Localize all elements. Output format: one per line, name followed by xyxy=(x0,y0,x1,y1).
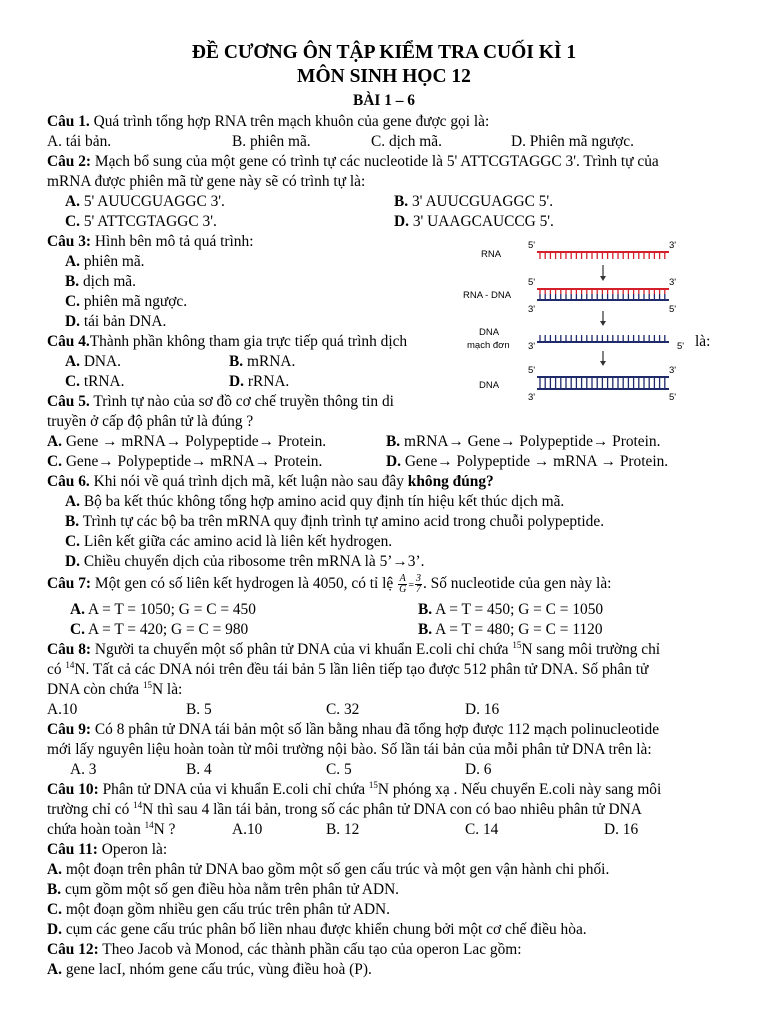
question-11: Câu 11: Operon là: xyxy=(47,841,168,858)
q8-option-d: D. 16 xyxy=(465,701,500,718)
q4-option-b: B. mRNA. xyxy=(229,353,296,370)
q1-option-a: A. tái bản. xyxy=(47,133,112,150)
s4-end-3: 3' xyxy=(669,365,677,376)
q9-option-b: B. 4 xyxy=(186,761,212,778)
q3-option-c: C. phiên mã ngược. xyxy=(65,293,188,310)
s4-end-5b: 5' xyxy=(669,392,677,403)
s1-end-5: 5' xyxy=(528,240,536,251)
question-8-line3: DNA còn chứa $^{15}$N là: xyxy=(47,680,183,698)
question-8-line2: có $^{14}$N. Tất cả các DNA nói trên đều tái bản 5 lần liên tiếp tạo được 512 phân tử DNA. Số phân tử xyxy=(47,660,649,678)
q3-option-a: A. phiên mã. xyxy=(65,253,145,270)
s1-rna-bases xyxy=(540,252,665,259)
question-12: Câu 12: Theo Jacob và Monod, các thành phần cấu tạo của operon Lac gồm: xyxy=(47,941,522,958)
q12-option-a: A. gene lacI, nhóm gene cấu trúc, vùng điều hoà (P). xyxy=(47,961,372,978)
question-5: Câu 5. Trình tự nào của sơ đồ cơ chế truyền thông tin di xyxy=(47,393,394,410)
q11-option-b: B. cụm gồm một số gen điều hòa nằm trên phân tử ADN. xyxy=(47,881,400,898)
arrow-1-head xyxy=(600,276,606,281)
q4-option-a: A. DNA. xyxy=(65,353,122,370)
label-dna: DNA xyxy=(479,327,500,338)
question-9-cont: mới lấy nguyên liệu hoàn toàn từ môi trường nội bào. Số lần tái bản của mỗi phân tử DNA trên là: xyxy=(47,741,652,758)
q7-option-b: B. A = T = 450; G = C = 1050 xyxy=(418,601,604,618)
q3-option-b: B. dịch mã. xyxy=(65,273,136,290)
question-4: Câu 4.Thành phần không tham gia trực tiếp quá trình dịch xyxy=(47,333,408,350)
q3-option-d: D. tái bản DNA. xyxy=(65,313,167,330)
question-5-cont: truyền ở cấp độ phân tử là đúng ? xyxy=(47,413,254,430)
q4-option-d: D. rRNA. xyxy=(229,373,290,390)
label-rna: RNA xyxy=(481,249,502,260)
reverse-transcription-diagram xyxy=(455,238,695,403)
q10-option-d: D. 16 xyxy=(604,821,639,838)
q6-option-d: D. Chiều chuyển dịch của ribosome trên mRNA là 5’→3’. xyxy=(65,553,425,570)
q2-option-a: A. 5' AUUCGUAGGC 3'. xyxy=(65,193,225,210)
question-10: Câu 10: Phân tử DNA của vi khuẩn E.coli chỉ chứa $^{15}$N phóng xạ . Nếu chuyển E.coli này sang môi xyxy=(47,780,662,798)
q10-option-b: B. 12 xyxy=(326,821,360,838)
q9-option-d: D. 6 xyxy=(465,761,492,778)
q5-option-b: B. mRNA→ Gene→ Polypeptide→ Protein. xyxy=(386,433,661,450)
q5-option-a: A. Gene → mRNA→ Polypeptide→ Protein. xyxy=(47,433,327,450)
q1-option-c: C. dịch mã. xyxy=(371,133,442,150)
question-4-tail: là: xyxy=(695,333,711,350)
lesson-range: BÀI 1 – 6 xyxy=(353,92,415,109)
subject-title: MÔN SINH HỌC 12 xyxy=(297,66,471,87)
s3-end-5: 5' xyxy=(677,341,685,352)
s4-end-3b: 3' xyxy=(528,392,536,403)
q10-option-c: C. 14 xyxy=(465,821,499,838)
s4-base-pairs xyxy=(540,377,665,389)
question-8: Câu 8: Người ta chuyển một số phân tử DNA của vi khuẩn E.coli chỉ chứa $^{15}$N sang môi trường chỉ xyxy=(47,640,661,658)
q2-option-c: C. 5' ATTCGTAGGC 3'. xyxy=(65,213,217,230)
q7-option-a: A. A = T = 1050; G = C = 450 xyxy=(70,601,256,618)
s3-end-3: 3' xyxy=(528,341,536,352)
question-2: Câu 2: Mạch bổ sung của một gene có trình tự các nucleotide là 5' ATTCGTAGGC 3'. Trình tự của xyxy=(47,153,659,170)
q5-option-c: C. Gene→ Polypeptide→ mRNA→ Protein. xyxy=(47,453,323,470)
document-title: ĐỀ CƯƠNG ÔN TẬP KIỂM TRA CUỐI KÌ 1 xyxy=(191,42,577,63)
s4-end-5: 5' xyxy=(528,365,536,376)
question-2-cont: mRNA được phiên mã từ gene này sẽ có trình tự là: xyxy=(47,173,366,190)
question-3: Câu 3: Hình bên mô tả quá trình: xyxy=(47,233,254,250)
s2-end-3b: 3' xyxy=(528,304,536,315)
q5-option-d: D. Gene→ Polypeptide → mRNA → Protein. xyxy=(386,453,669,470)
q6-option-c: C. Liên kết giữa các amino acid là liên kết hydrogen. xyxy=(65,533,393,550)
q2-option-b: B. 3' AUUCGUAGGC 5'. xyxy=(394,193,554,210)
q4-option-c: C. tRNA. xyxy=(65,373,125,390)
s1-end-3: 3' xyxy=(669,240,677,251)
q11-option-d: D. cụm các gene cấu trúc phân bố liền nhau được khiển chung bởi một cơ chế điều hòa. xyxy=(47,921,587,938)
q2-option-d: D. 3' UAAGCAUCCG 5'. xyxy=(394,213,554,230)
q7-option-c: C. A = T = 420; G = C = 980 xyxy=(70,621,249,638)
q1-option-b: B. phiên mã. xyxy=(232,133,311,150)
q9-option-c: C. 5 xyxy=(326,761,352,778)
q6-option-b: B. Trình tự các bộ ba trên mRNA quy định trình tự amino acid trong chuỗi polypeptide. xyxy=(65,513,605,530)
q8-option-c: C. 32 xyxy=(326,701,360,718)
question-10-line2: trường chỉ có $^{14}$N thì sau 4 lần tái bản, trong số các phân tử DNA con có bao nhiêu phân tử DNA xyxy=(47,800,642,818)
s3-dna-bases xyxy=(540,335,665,342)
s2-end-5: 5' xyxy=(528,277,536,288)
question-9: Câu 9: Có 8 phân tử DNA tái bản một số lần bằng nhau đã tổng hợp được 112 mạch polinucleotide xyxy=(47,721,660,738)
ratio-fraction-value: $\frac{3}{7}$ xyxy=(415,572,421,595)
q7-option-d: B. A = T = 480; G = C = 1120 xyxy=(418,621,603,638)
q11-option-c: C. một đoạn gồm nhiều gen cấu trúc trên phân tử ADN. xyxy=(47,901,391,918)
q1-option-d: D. Phiên mã ngược. xyxy=(511,133,634,150)
label-rna-dna: RNA - DNA xyxy=(463,290,512,301)
arrow-2-head xyxy=(600,321,606,326)
s2-end-5b: 5' xyxy=(669,304,677,315)
question-7: Câu 7: Một gen có số liên kết hydrogen là 4050, có tỉ lệ $\frac{A}{G}$ = $\frac{3}{7}$ . Số nucleotide của gen này là: xyxy=(47,572,612,595)
q8-option-a: A.10 xyxy=(47,701,78,718)
question-10-line3: chứa hoàn toàn $^{14}$N ? xyxy=(47,820,176,838)
label-single-strand: mạch đơn xyxy=(467,340,510,351)
question-6: Câu 6. Khi nói về quá trình dịch mã, kết luận nào sau đây không đúng? xyxy=(47,473,494,490)
s2-end-3: 3' xyxy=(669,277,677,288)
label-dna-double: DNA xyxy=(479,380,500,391)
q9-option-a: A. 3 xyxy=(70,761,97,778)
ratio-fraction-ag: $\frac{A}{G}$ xyxy=(399,572,407,595)
q11-option-a: A. một đoạn trên phân tử DNA bao gồm một số gen cấu trúc và một gen vận hành chi phối. xyxy=(47,861,610,878)
arrow-3-head xyxy=(600,361,606,366)
s2-base-pairs xyxy=(540,289,665,300)
q8-option-b: B. 5 xyxy=(186,701,212,718)
q6-option-a: A. Bộ ba kết thúc không tổng hợp amino acid quy định tín hiệu kết thúc dịch mã. xyxy=(65,493,565,510)
q10-option-a: A.10 xyxy=(232,821,263,838)
question-1: Câu 1. Quá trình tổng hợp RNA trên mạch khuôn của gene được gọi là: xyxy=(47,113,490,130)
